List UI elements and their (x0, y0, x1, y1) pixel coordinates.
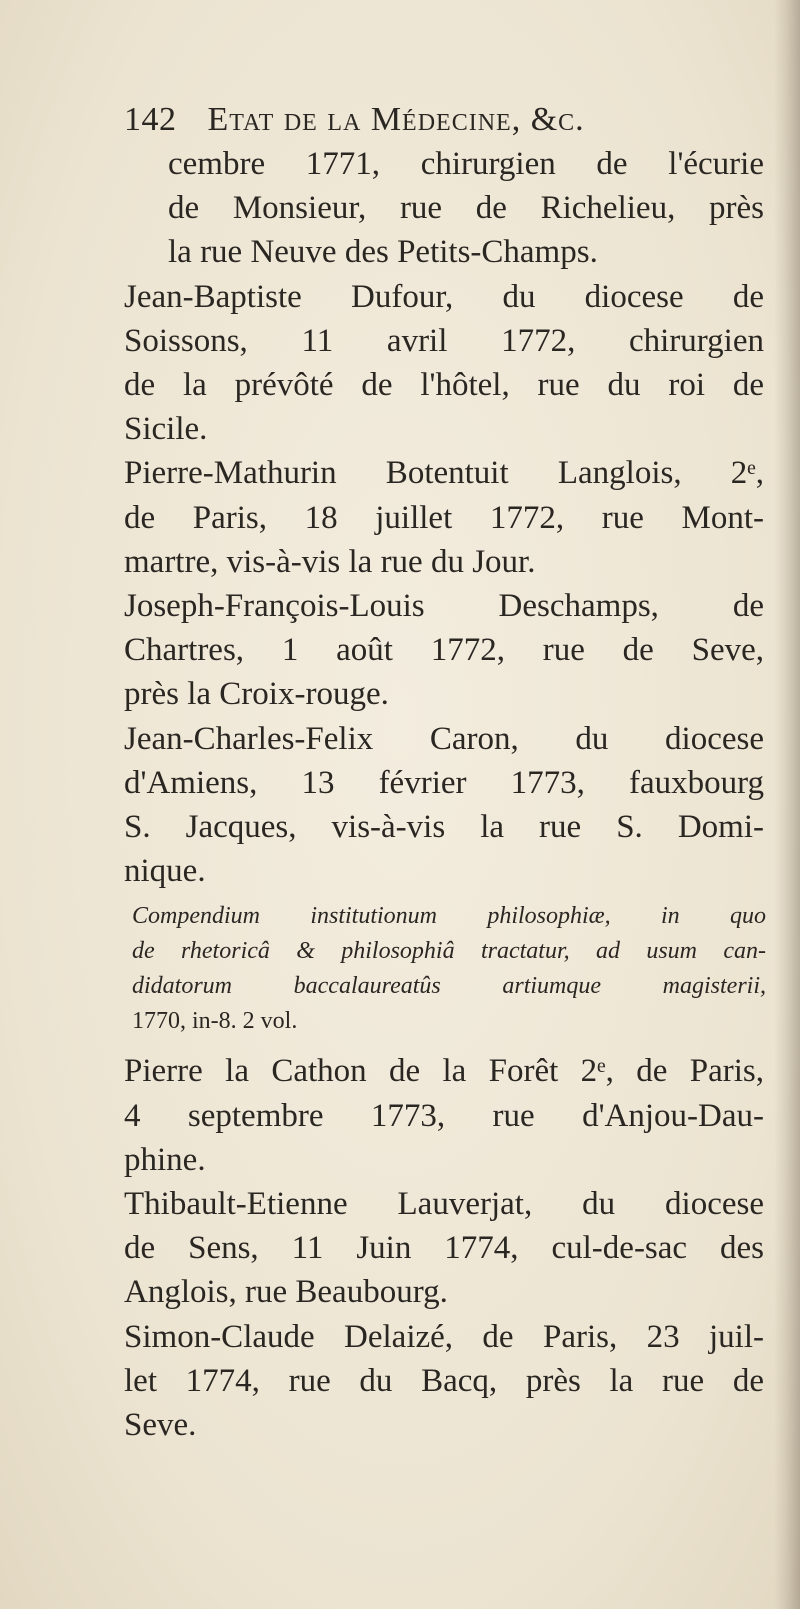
text-line: Pierre-Mathurin Botentuit Langlois, 2ᵉ, (124, 455, 764, 492)
text-line: Simon-Claude Delaizé, de Paris, 23 juil- (124, 1318, 764, 1355)
text-line: let 1774, rue du Bacq, près la rue de (124, 1362, 764, 1399)
text-line: de Monsieur, rue de Richelieu, près (168, 190, 764, 227)
text-line: nique. (124, 853, 206, 890)
text-line: de Paris, 18 juillet 1772, rue Mont- (124, 499, 764, 536)
running-title: Etat de la Médecine, &c. (207, 101, 585, 138)
entry (124, 584, 764, 717)
entry (124, 1182, 764, 1315)
text-line: Jean-Charles-Felix Caron, du diocese (124, 720, 764, 757)
citation-line: 1770, in-8. 2 vol. (132, 1008, 298, 1035)
text-line: Anglois, rue Beaubourg. (124, 1274, 448, 1311)
page-body (124, 142, 764, 1447)
text-line: cembre 1771, chirurgien de l'écurie (168, 146, 764, 182)
text-line: Jean-Baptiste Dufour, du diocese de (124, 278, 764, 315)
entry (124, 717, 764, 894)
text-line: la rue Neuve des Petits-Champs. (168, 234, 598, 271)
text-line: de la prévôté de l'hôtel, rue du roi de (124, 367, 764, 404)
text-line: phine. (124, 1141, 206, 1178)
entry (124, 1049, 764, 1182)
citation-line: Compendium institutionum philosophiæ, in quo (132, 903, 766, 930)
text-line: Soissons, 11 avril 1772, chirurgien (124, 322, 764, 359)
page-binding-shadow (774, 0, 800, 1609)
text-line: d'Amiens, 13 février 1773, fauxbourg (124, 764, 764, 801)
entry-continuation (124, 142, 764, 275)
text-line: Thibault-Etienne Lauverjat, du diocese (124, 1186, 764, 1223)
text-line: de Sens, 11 Juin 1774, cul-de-sac des (124, 1230, 764, 1267)
citation-line: de rhetoricâ & philosophiâ tractatur, ad usum can- (132, 938, 766, 965)
entry (124, 451, 764, 584)
text-line: Pierre la Cathon de la Forêt 2ᵉ, de Paris, (124, 1053, 764, 1090)
page-header (124, 98, 764, 142)
text-line: Seve. (124, 1407, 197, 1444)
text-line: S. Jacques, vis-à-vis la rue S. Domi- (124, 809, 764, 846)
text-line: Sicile. (124, 411, 208, 448)
citation-line: didatorum baccalaureatûs artiumque magisterii, (132, 973, 766, 1000)
book-citation (124, 899, 766, 1039)
entry (124, 1315, 764, 1448)
page-number: 142 (124, 101, 177, 138)
entry (124, 275, 764, 452)
text-line: Joseph-François-Louis Deschamps, de (124, 588, 764, 625)
text-line: Chartres, 1 août 1772, rue de Seve, (124, 632, 764, 669)
text-line: martre, vis-à-vis la rue du Jour. (124, 543, 536, 580)
text-line: 4 septembre 1773, rue d'Anjou-Dau- (124, 1097, 764, 1134)
text-line: près la Croix-rouge. (124, 676, 389, 713)
